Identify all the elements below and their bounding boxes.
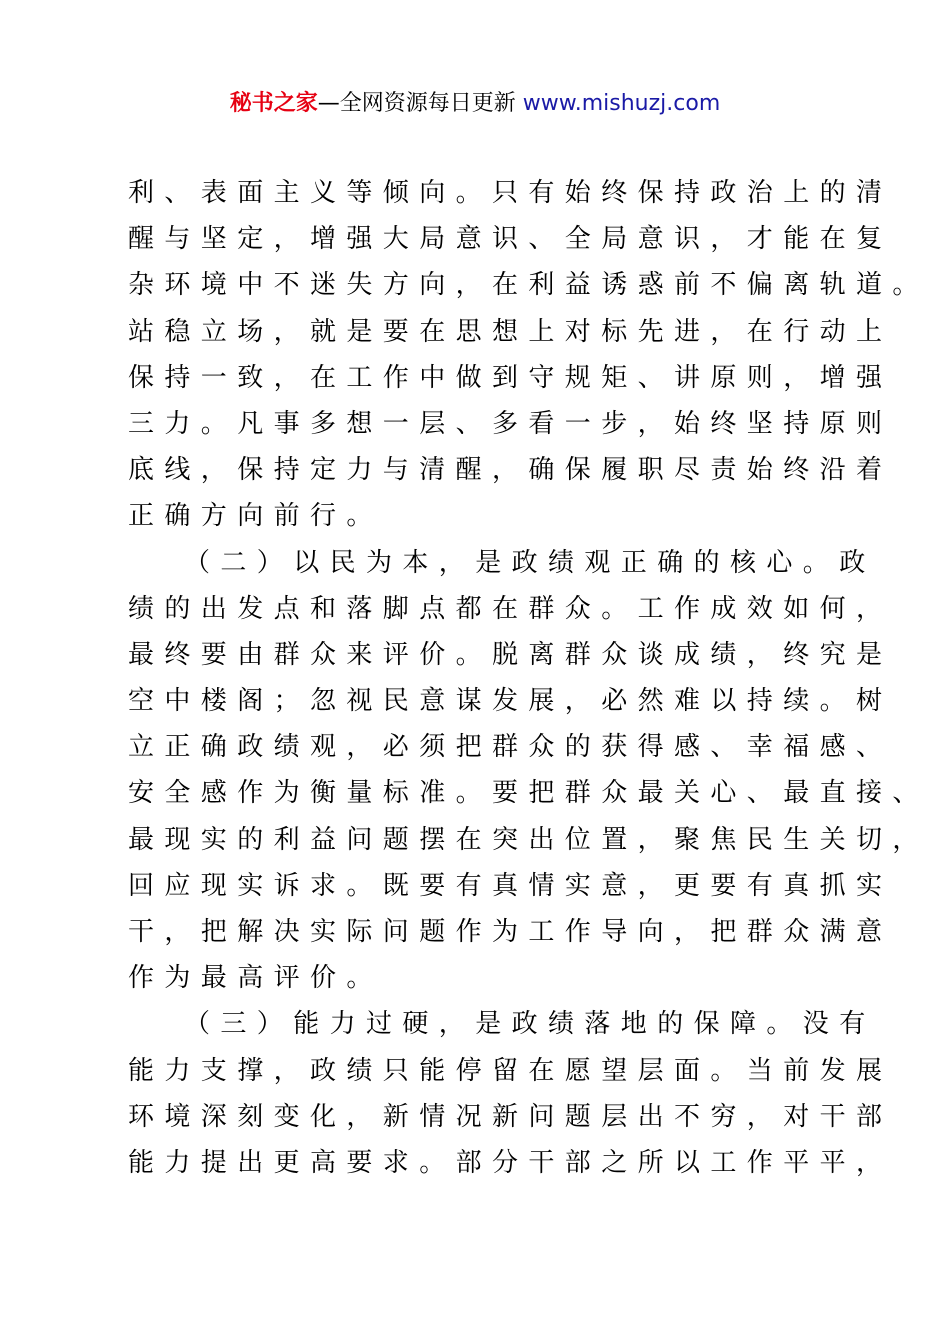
text-line: 回应现实诉求。既要有真情实意，更要有真抓实 bbox=[128, 870, 893, 901]
text-line: 作为最高评价。 bbox=[128, 963, 383, 994]
text-line: 环境深刻变化，新情况新问题层出不穷，对干部 bbox=[128, 1101, 893, 1132]
header-tagline: —全网资源每日更新 bbox=[317, 91, 516, 116]
text-line: 能力支撑，政绩只能停留在愿望层面。当前发展 bbox=[128, 1055, 893, 1086]
section-heading-3: （三）能力过硬，是政绩落地的保障。没有 bbox=[184, 1009, 876, 1040]
document-body bbox=[128, 170, 929, 1186]
brand-name: 秘书之家 bbox=[229, 91, 318, 116]
text-line: 绩的出发点和落脚点都在群众。工作成效如何， bbox=[128, 593, 893, 624]
text-line: 底线，保持定力与清醒，确保履职尽责始终沿着 bbox=[128, 455, 893, 486]
text-line: 安全感作为衡量标准。要把群众最关心、最直接、 bbox=[128, 778, 929, 809]
text-line: 保持一致，在工作中做到守规矩、讲原则，增强 bbox=[128, 362, 893, 393]
text-line: 站稳立场，就是要在思想上对标先进，在行动上 bbox=[128, 316, 893, 347]
text-line: 三力。凡事多想一层、多看一步，始终坚持原则 bbox=[128, 408, 893, 439]
text-line: 干，把解决实际问题作为工作导向，把群众满意 bbox=[128, 917, 893, 947]
text-line: 最现实的利益问题摆在突出位置，聚焦民生关切， bbox=[128, 824, 929, 855]
page-header bbox=[0, 88, 950, 120]
text-line: 正确方向前行。 bbox=[128, 501, 383, 532]
site-url-link[interactable]: www.mishuzj.com bbox=[522, 91, 721, 116]
text-line: 利、表面主义等倾向。只有始终保持政治上的清 bbox=[128, 178, 893, 208]
text-line: 能力提出更高要求。部分干部之所以工作平平， bbox=[128, 1147, 893, 1178]
text-line: 杂环境中不迷失方向，在利益诱惑前不偏离轨道。 bbox=[128, 270, 929, 301]
text-line: 醒与坚定，增强大局意识、全局意识，才能在复 bbox=[128, 224, 893, 255]
section-heading-2: （二）以民为本，是政绩观正确的核心。政 bbox=[184, 547, 876, 578]
text-line: 空中楼阁；忽视民意谋发展，必然难以持续。树 bbox=[128, 686, 893, 717]
text-line: 立正确政绩观，必须把群众的获得感、幸福感、 bbox=[128, 732, 893, 763]
text-line: 最终要由群众来评价。脱离群众谈成绩，终究是 bbox=[128, 639, 893, 670]
